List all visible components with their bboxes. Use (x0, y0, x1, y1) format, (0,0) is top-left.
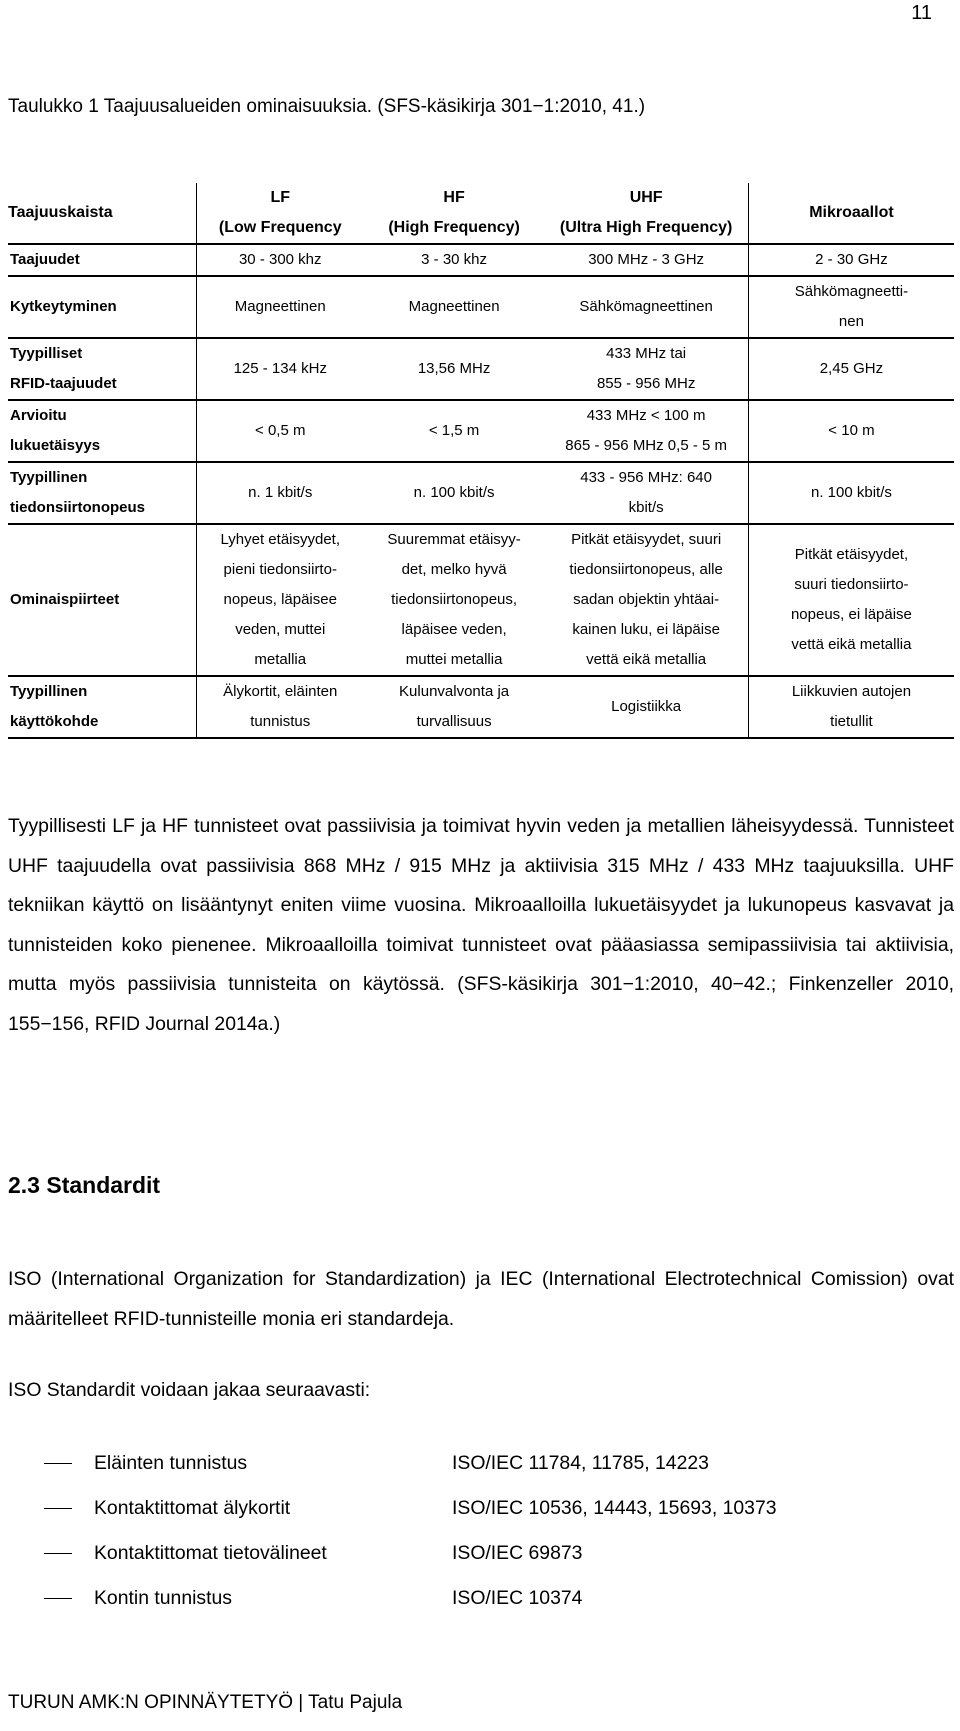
table-row (8, 524, 954, 676)
table-cell-hf (364, 276, 545, 338)
cell-line: Kytkeytyminen (10, 298, 117, 315)
cell-line: tunnistus (250, 713, 311, 730)
standard-code: ISO/IEC 10536, 14443, 15693, 10373 (452, 1497, 777, 1519)
table-row (8, 400, 954, 462)
cell-line: Taajuudet (10, 251, 80, 268)
cell-line: sadan objektin yhtäai- (573, 591, 720, 608)
standard-name: Kontin tunnistus (94, 1587, 232, 1609)
table-cell-mw (748, 244, 954, 276)
header-uhf-line: (Ultra High Frequency) (559, 219, 733, 236)
dash-bullet (44, 1598, 72, 1599)
cell-line: veden, muttei (235, 621, 326, 638)
page-footer: TURUN AMK:N OPINNÄYTETYÖ | Tatu Pajula (8, 1692, 403, 1713)
table-cell-uhf (544, 462, 748, 524)
cell-line: det, melko hyvä (401, 561, 507, 578)
header-uhf (544, 183, 748, 244)
standard-code: ISO/IEC 69873 (452, 1542, 583, 1564)
cell-line: Tyypillinen (10, 469, 88, 486)
cell-line: n. 1 kbit/s (248, 484, 313, 501)
cell-line: käyttökohde (10, 713, 99, 730)
header-hf-line: (High Frequency) (388, 219, 520, 236)
list-item (8, 1576, 954, 1621)
table-cell-uhf (544, 676, 748, 738)
cell-line: pieni tiedonsiirto- (223, 561, 337, 578)
cell-line: 2 - 30 GHz (815, 251, 888, 268)
cell-line: metallia (254, 651, 307, 668)
cell-line: 433 MHz tai (606, 345, 687, 362)
cell-line: muttei metallia (405, 651, 503, 668)
cell-line: Tyypillinen (10, 683, 88, 700)
cell-line: 855 - 956 MHz (596, 375, 696, 392)
section-heading: 2.3 Standardit (8, 1172, 161, 1198)
table-cell-hf (364, 676, 545, 738)
cell-line: 433 - 956 MHz: 640 (580, 469, 712, 486)
table-row (8, 338, 954, 400)
body-paragraph-1: Tyypillisesti LF ja HF tunnisteet ovat passiivisia ja toimivat hyvin veden ja metallien läheisyydessä. Tunnisteet UHF taajuudella ovat passiivisia 868 MHz / 915 MHz ja aktiivisia 315 MHz / 433 MHz taajuuksilla. UHF tekniikan käyttö on lisääntynyt eniten viime vuosina. Mikroaalloilla lukuetäisyydet ja lukunopeus kasvavat ja tunnisteiden koko pienenee. Mikroaalloilla toimivat tunnisteet ovat pääasiassa semipassiivisia tai aktiivisia, mutta myös passiivisia tunnisteita on käytössä. (SFS-käsikirja 301−1:2010, 40−42.; Finkenzeller 2010, 155−156, RFID Journal 2014a.) (8, 815, 954, 1035)
table-row (8, 244, 954, 276)
cell-line: n. 100 kbit/s (811, 484, 892, 501)
table-cell-uhf (544, 276, 748, 338)
cell-line: turvallisuus (416, 713, 492, 730)
table-cell-uhf (544, 524, 748, 676)
table-cell-lf (196, 462, 364, 524)
cell-line: suuri tiedonsiirto- (794, 576, 909, 593)
header-mw: Mikroaallot (748, 183, 954, 244)
table-cell-mw (748, 338, 954, 400)
table-cell-hf (364, 338, 545, 400)
cell-line: Sähkömagneettinen (579, 298, 713, 315)
cell-line: < 10 m (828, 422, 875, 439)
cell-line: tiedonsiirtonopeus, (391, 591, 518, 608)
table-cell-lf (196, 524, 364, 676)
table-cell-label (8, 676, 196, 738)
cell-line: Magneettinen (408, 298, 500, 315)
header-lf (196, 183, 364, 244)
header-hf-line: HF (443, 189, 465, 206)
table-cell-label (8, 276, 196, 338)
standard-name: Kontaktittomat älykortit (94, 1497, 291, 1519)
header-uhf-line: UHF (629, 189, 663, 206)
cell-line: tiedonsiirtonopeus (10, 499, 145, 516)
cell-line: vettä eikä metallia (586, 651, 707, 668)
table-row (8, 676, 954, 738)
table-cell-label (8, 524, 196, 676)
cell-line: kbit/s (628, 499, 664, 516)
table-cell-lf (196, 400, 364, 462)
cell-line: Pitkät etäisyydet, (794, 546, 909, 563)
table-caption: Taulukko 1 Taajuusalueiden ominaisuuksia. (SFS-käsikirja 301−1:2010, 41.) (8, 96, 646, 117)
table-cell-hf (364, 462, 545, 524)
cell-line: RFID-taajuudet (10, 375, 117, 392)
dash-bullet (44, 1463, 72, 1464)
cell-line: < 0,5 m (255, 422, 306, 439)
table-cell-hf (364, 244, 545, 276)
standards-list (8, 1441, 954, 1621)
table-cell-lf (196, 676, 364, 738)
cell-line: 2,45 GHz (819, 360, 884, 377)
cell-line: nen (838, 313, 864, 330)
cell-line: nopeus, läpäisee (223, 591, 337, 608)
cell-line: 3 - 30 khz (421, 251, 488, 268)
cell-line: 13,56 MHz (417, 360, 491, 377)
table-cell-mw (748, 462, 954, 524)
cell-line: vettä eikä metallia (791, 636, 912, 653)
table-cell-label (8, 244, 196, 276)
cell-line: Sähkömagneetti- (794, 283, 909, 300)
cell-line: Älykortit, eläinten (223, 683, 338, 700)
header-label: Taajuuskaista (8, 204, 113, 221)
table-row (8, 276, 954, 338)
header-hf (364, 183, 545, 244)
table-row (8, 462, 954, 524)
table-body (8, 244, 954, 738)
body-paragraph-2: ISO (International Organization for Standardization) ja IEC (International Electrotechnical Comission) ovat määritelleet RFID-tunnisteille monia eri standardeja. (8, 1268, 954, 1330)
standard-code: ISO/IEC 11784, 11785, 14223 (452, 1452, 709, 1474)
cell-line: Liikkuvien autojen (791, 683, 912, 700)
dash-bullet (44, 1553, 72, 1554)
table-cell-label (8, 462, 196, 524)
cell-line: lukuetäisyys (10, 437, 101, 454)
table-cell-mw (748, 400, 954, 462)
cell-line: tietullit (830, 713, 873, 730)
cell-line: n. 100 kbit/s (413, 484, 495, 501)
list-item (8, 1441, 954, 1486)
header-lf-line: LF (270, 189, 291, 206)
standard-name: Kontaktittomat tietovälineet (94, 1542, 327, 1564)
list-item (8, 1531, 954, 1576)
cell-line: tiedonsiirtonopeus, alle (569, 561, 723, 578)
list-item (8, 1486, 954, 1531)
cell-line: 125 - 134 kHz (233, 360, 327, 377)
table-cell-label (8, 400, 196, 462)
cell-line: Suuremmat etäisyy- (387, 531, 521, 548)
table-cell-uhf (544, 400, 748, 462)
page-number: 11 (911, 2, 932, 24)
cell-line: 865 - 956 MHz 0,5 - 5 m (565, 437, 727, 454)
standard-name: Eläinten tunnistus (94, 1452, 248, 1474)
table-cell-hf (364, 400, 545, 462)
cell-line: Logistiikka (611, 698, 682, 715)
cell-line: kainen luku, ei läpäise (572, 621, 720, 638)
cell-line: Arvioitu (10, 407, 67, 424)
table-cell-lf (196, 276, 364, 338)
cell-line: Pitkät etäisyydet, suuri (571, 531, 722, 548)
table-cell-lf (196, 244, 364, 276)
cell-line: läpäisee veden, (401, 621, 507, 638)
table-cell-label (8, 338, 196, 400)
cell-line: Magneettinen (234, 298, 326, 315)
table-cell-mw (748, 276, 954, 338)
table-cell-uhf (544, 338, 748, 400)
frequency-table (8, 183, 954, 739)
cell-line: 300 MHz - 3 GHz (588, 251, 705, 268)
table-cell-mw (748, 676, 954, 738)
cell-line: 433 MHz < 100 m (586, 407, 706, 424)
cell-line: Tyypilliset (10, 345, 83, 362)
dash-bullet (44, 1508, 72, 1509)
cell-line: Ominaispiirteet (10, 591, 120, 608)
cell-line: < 1,5 m (428, 422, 480, 439)
cell-line: Kulunvalvonta ja (399, 683, 510, 700)
table-cell-mw (748, 524, 954, 676)
body-paragraph-3: ISO Standardit voidaan jakaa seuraavasti: (8, 1379, 371, 1401)
table-cell-lf (196, 338, 364, 400)
cell-line: 30 - 300 khz (238, 251, 322, 268)
standard-code: ISO/IEC 10374 (452, 1587, 583, 1609)
cell-line: nopeus, ei läpäise (790, 606, 912, 623)
header-lf-line: (Low Frequency (218, 219, 342, 236)
cell-line: Lyhyet etäisyydet, (220, 531, 341, 548)
table-cell-uhf (544, 244, 748, 276)
table-header-row (8, 183, 954, 244)
table-cell-hf (364, 524, 545, 676)
